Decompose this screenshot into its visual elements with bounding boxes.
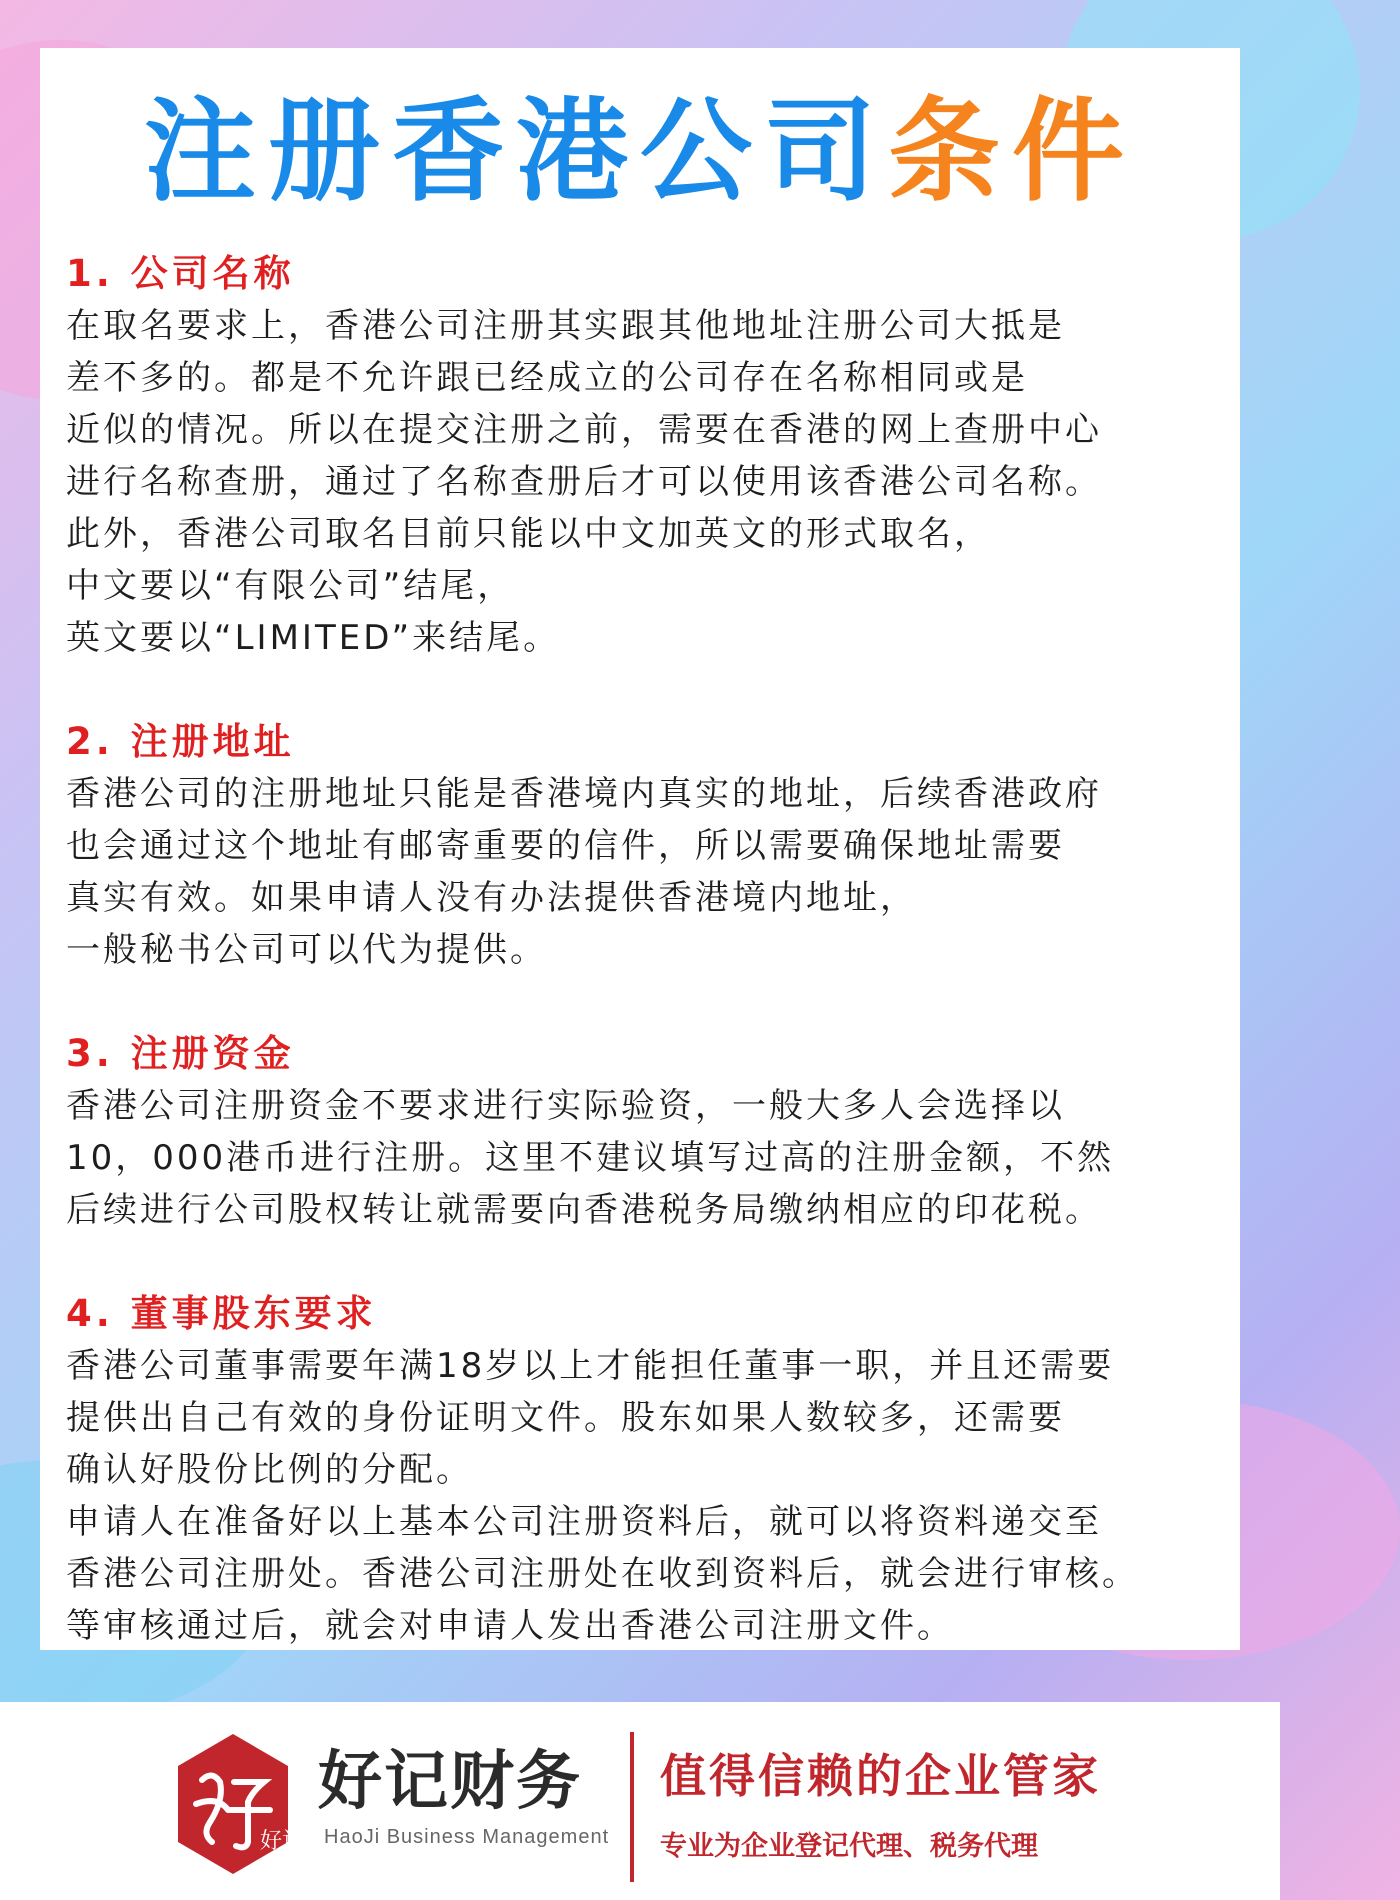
section-line: 香港公司注册处。香港公司注册处在收到资料后，就会进行审核。 <box>66 1554 1139 1594</box>
section-line: 也会通过这个地址有邮寄重要的信件，所以需要确保地址需要 <box>66 826 1065 866</box>
section-line: 提供出自己有效的身份证明文件。股东如果人数较多，还需要 <box>66 1398 1065 1438</box>
section-line: 后续进行公司股权转让就需要向香港税务局缴纳相应的印花税。 <box>66 1190 1102 1230</box>
sections-container <box>66 248 1226 1704</box>
section-line: 在取名要求上，香港公司注册其实跟其他地址注册公司大抵是 <box>66 306 1065 346</box>
section-director-shareholder <box>66 1288 1226 1652</box>
content-card <box>40 48 1240 1650</box>
section-registered-address <box>66 716 1226 976</box>
section-line: 等审核通过后，就会对申请人发出香港公司注册文件。 <box>66 1606 954 1646</box>
section-line: 香港公司董事需要年满18岁以上才能担任董事一职，并且还需要 <box>66 1346 1115 1386</box>
section-line: 确认好股份比例的分配。 <box>66 1450 473 1490</box>
section-line: 中文要以“有限公司”结尾， <box>66 566 515 606</box>
section-line: 真实有效。如果申请人没有办法提供香港境内地址， <box>66 878 917 918</box>
section-line: 近似的情况。所以在提交注册之前，需要在香港的网上查册中心 <box>66 410 1102 450</box>
section-line: 10，000港币进行注册。这里不建议填写过高的注册金额，不然 <box>66 1138 1115 1178</box>
brand-services: 专业为企业登记代理、税务代理 <box>660 1831 1038 1862</box>
section-line: 一般秘书公司可以代为提供。 <box>66 930 547 970</box>
section-line: 香港公司注册资金不要求进行实际验资，一般大多人会选择以 <box>66 1086 1065 1126</box>
logo-text: 好记 <box>260 1829 305 1854</box>
section-heading: 3. 注册资金 <box>66 1032 295 1075</box>
section-heading: 2. 注册地址 <box>66 720 295 763</box>
footer <box>0 1702 1280 1900</box>
brand-slogan: 值得信赖的企业管家 <box>660 1749 1101 1803</box>
haoji-logo-icon <box>172 1730 305 1878</box>
section-line: 申请人在准备好以上基本公司注册资料后，就可以将资料递交至 <box>66 1502 1102 1542</box>
section-line: 香港公司的注册地址只能是香港境内真实的地址，后续香港政府 <box>66 774 1102 814</box>
section-company-name <box>66 248 1226 664</box>
brand-name-cn: 好记财务 <box>318 1745 582 1819</box>
title-blue-part: 注册香港公司 <box>144 87 888 217</box>
section-registered-capital <box>66 1028 1226 1236</box>
section-heading: 4. 董事股东要求 <box>66 1292 377 1335</box>
section-line: 进行名称查册，通过了名称查册后才可以使用该香港公司名称。 <box>66 462 1102 502</box>
section-heading: 1. 公司名称 <box>66 252 295 295</box>
title-orange-part: 条件 <box>888 87 1136 217</box>
brand-name-en: HaoJi Business Management <box>324 1826 610 1848</box>
section-line: 此外，香港公司取名目前只能以中文加英文的形式取名， <box>66 514 991 554</box>
footer-divider <box>630 1732 634 1882</box>
section-line: 英文要以“LIMITED”来结尾。 <box>66 618 561 658</box>
section-line: 差不多的。都是不允许跟已经成立的公司存在名称相同或是 <box>66 358 1028 398</box>
page-title <box>40 82 1240 222</box>
